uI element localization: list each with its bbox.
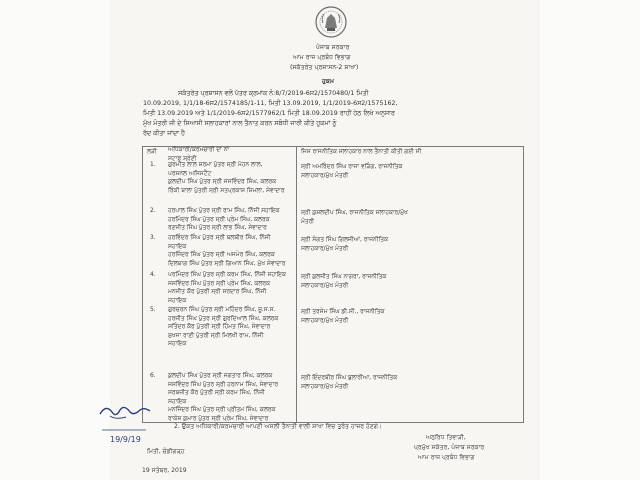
row-advisor-line: ਸ੍ਰੀ ਇੰਦਰਬੀਰ ਸਿੰਘ ਬੁਲਾਰੀਆ, ਰਾਜਨੀਤਿਕ [301, 375, 398, 381]
row-serial: 1. [150, 162, 156, 168]
header-branch: (ਸਕੱਤਰੇਤ ਪ੍ਰਸ਼ਾਸਨ-2 ਸ਼ਾਖਾ) [290, 64, 359, 71]
row-advisor-line: ਮੰਤਰੀ [301, 218, 315, 225]
row-serial: 2. [150, 208, 156, 214]
row-serial: 4. [150, 272, 156, 278]
row-official-line: ਰਾਕੇਸ਼ ਕੁਮਾਰ ਪੁੱਤਰ ਸ੍ਰੀ ਪ੍ਰੇਮ ਸਿੰਘ, ਸੇਵਾਦਾਰ [168, 416, 269, 422]
signatory-name: ਅਨੁਰਿਧ ਤਿਵਾੜੀ, [426, 434, 466, 441]
issue-date: 19 ਸਤੰਬਰ, 2019 [142, 467, 187, 474]
row-official-line: ਸਹਾਇਕ [168, 341, 187, 348]
row-serial: 5. [150, 307, 156, 313]
table-column-divider [296, 146, 297, 423]
row-advisor-line: ਸ੍ਰੀ ਕੁਲਜੀਤ ਸਿੰਘ ਨਾਗਰਾ, ਰਾਜਨੀਤਿਕ [301, 274, 387, 280]
order-title: ਹੁਕਮ [322, 78, 335, 85]
row-official-line: ਹਰਵਿੰਦਰ ਸਿੰਘ ਪੁੱਤਰ ਸ੍ਰੀ ਬਲਬੀਰ ਸਿੰਘ, ਨਿੱਜੀ [168, 235, 271, 241]
row-official-line: ਕੁਲਦੀਪ ਸਿੰਘ ਪੁੱਤਰ ਸ੍ਰੀ ਜਸਵਿੰਦਰ ਸਿੰਘ, ਕਲਰਕ [168, 179, 277, 186]
row-official-line: ਰਣਜੀਤ ਸਿੰਘ ਪੁੱਤਰ ਸ੍ਰੀ ਲਾਭ ਸਿੰਘ, ਸੇਵਾਦਾਰ [168, 225, 267, 232]
row-official-line: ਗੁਰਮੀਤ ਲਾਲ ਸ਼ਰਮਾ ਪੁੱਤਰ ਸ੍ਰੀ ਮੋਹਨ ਲਾਲ, [168, 162, 263, 168]
row-official-line: ਦਿਲਬਾਗ ਸਿੰਘ ਪੁੱਤਰ ਸ੍ਰੀ ਗਿਆਨ ਸਿੰਘ, ਮੁੱਖ ਸੇਵਾਦਾਰ [168, 260, 286, 267]
state-emblem-icon [313, 4, 349, 40]
signatory-title: ਪ੍ਰਮੁੱਖ ਸਕੱਤਰ, ਪੰਜਾਬ ਸਰਕਾਰ [414, 444, 485, 451]
col-official-header: ਅਧਿਕਾਰੀ/ਕਰਮਚਾਰੀ ਦਾ ਨਾਂ [168, 147, 230, 153]
row-official-line: ਮਨਜਿੰਦਰ ਸਿੰਘ ਪੁੱਤਰ ਸ੍ਰੀ ਪ੍ਰੀਤਮ ਸਿੰਘ, ਕਲਰਕ [168, 407, 276, 414]
row-official-line: ਜਸਵਿੰਦਰ ਸਿੰਘ ਪੁੱਤਰ ਸ੍ਰੀ ਪ੍ਰੇਮ ਸਿੰਘ, ਕਲਰਕ [168, 280, 270, 287]
handwritten-date: 19/9/19 [110, 435, 141, 444]
row-official-line: ਜਸਵਿੰਦਰ ਸਿੰਘ ਪੁੱਤਰ ਸ੍ਰੀ ਹਰਨਾਮ ਸਿੰਘ, ਸੇਵਾਦਾਰ [168, 381, 279, 388]
row-official-line: ਸਹਾਇਕ [168, 398, 187, 405]
row-official-line: ਸਰਬਜੀਤ ਕੌਰ ਪੁੱਤਰੀ ਸ੍ਰੀ ਕਰਮ ਸਿੰਘ, ਨਿੱਜੀ [168, 390, 265, 397]
reference-line-4: ਮੁੱਖ ਮੰਤਰੀ ਜੀ ਦੇ ਸਿਆਸੀ ਸਲਾਹਕਾਰਾਂ ਨਾਲ ਤੈਨਾਤ ਕਰਨ ਸਬੰਧੀ ਜਾਰੀ ਕੀਤੇ ਹੁਕਮਾਂ ਨੂੰ [143, 120, 337, 127]
row-official-line: ਰਿੰਕੀ ਬਾਲਾ ਪੁੱਤਰੀ ਸ੍ਰੀ ਸਤਪ੍ਰਕਾਸ਼ ਸ਼ਿਮਲਾ, ਸੇਵਾਦਾਰ [168, 187, 285, 194]
row-official-line: ਪਰਮਿੰਦਰ ਸਿੰਘ ਪੁੱਤਰ ਸ੍ਰੀ ਕਰਮ ਸਿੰਘ, ਨਿੱਜੀ ਸਹਾਇਕ [168, 272, 286, 278]
header-department: ਆਮ ਰਾਜ ਪ੍ਰਬੰਧ ਵਿਭਾਗ [293, 54, 351, 61]
reference-line-2: 10.09.2019, 1/1/18-6ਸ2/1574185/1-11, ਮਿਤੀ 13.09.2019, 1/1/2019-6ਸ2/1575162, [143, 100, 398, 107]
reference-line-1: ਸਕੱਤਰੇਤ ਪ੍ਰਸ਼ਾਸਨ ਵਲੋਂ ਪੱਤਰ ਕ੍ਰਮਾਂਕ ਨੰ:8/7/2019-6ਸ2/1570480/1 ਮਿਤੀ [178, 90, 369, 97]
signatory-department: ਆਮ ਰਾਜ ਪ੍ਰਬੰਧ ਵਿਭਾਗ [418, 454, 475, 461]
row-serial: 6. [150, 373, 156, 379]
col-official-subheader: ਸਟਾਫ਼ ਸ਼੍ਰੇਣੀ [168, 156, 197, 162]
row-official-line: ਕੁਲਦੀਪ ਸਿੰਘ ਪੁੱਤਰ ਸ੍ਰੀ ਜਗਤਾਰ ਸਿੰਘ, ਕਲਰਕ [168, 373, 273, 379]
row-official-line: ਸਤਿੰਦਰ ਕੌਰ ਪੁੱਤਰੀ ਸ੍ਰੀ ਹਿੰਮਤ ਸਿੰਘ, ਸੇਵਾਦਾਰ [168, 324, 271, 331]
row-official-line: ਗੁਰਚਰਨ ਸਿੰਘ ਪੁੱਤਰ ਸ੍ਰੀ ਮਹਿੰਦਰ ਸਿੰਘ, ਜੂ.ਸ.ਸ. [168, 307, 276, 313]
row-advisor-line: ਸ੍ਰੀ ਅਮਰਿੰਦਰ ਸਿੰਘ ਰਾਜਾ ਵੜਿੰਗ, ਰਾਜਨੀਤਿਕ [301, 164, 403, 170]
row-official-line: ਹਰਪਾਲ ਸਿੰਘ ਪੁੱਤਰ ਸ੍ਰੀ ਰਾਮ ਸਿੰਘ, ਨਿੱਜੀ ਸਹਾਇਕ [168, 208, 280, 214]
row-official-line: ਸਹਾਇਕ [168, 243, 187, 250]
row-official-line: ਮਨਜੀਤ ਕੌਰ ਪੁੱਤਰੀ ਸ੍ਰੀ ਸਰਦਾਰ ਸਿੰਘ, ਨਿੱਜੀ [168, 289, 267, 296]
row-advisor-line: ਸ੍ਰੀ ਕੁਸ਼ਲਦੀਪ ਸਿੰਘ, ਰਾਜਨੀਤਿਕ ਸਲਾਹਕਾਰ/ਮੁੱਖ [301, 210, 408, 216]
row-advisor-line: ਸਲਾਹਕਾਰ/ਮੁੱਖ ਮੰਤਰੀ [301, 282, 349, 289]
row-official-line: ਹਰਜਿੰਦਰ ਸਿੰਘ ਪੁੱਤਰ ਸ੍ਰੀ ਅਜਮੇਰ ਸਿੰਘ, ਕਲਰਕ [168, 252, 275, 259]
reference-line-3: ਮਿਤੀ 13.09.2019 ਅਤੇ 1/1/2019-6ਸ2/1577962/1 ਮਿਤੀ 18.09.2019 ਰਾਹੀਂ ਹੇਠ ਲਿਖੇ ਅਨੁਸਾਰ [143, 110, 395, 117]
row-official-line: ਹਰਮਿੰਦਰ ਸਿੰਘ ਪੁੱਤਰ ਸ੍ਰੀ ਪ੍ਰੇਮ ਸਿੰਘ, ਕਲਰਕ [168, 216, 270, 223]
footer-note: 2. ਉਕਤ ਅਧਿਕਾਰੀ/ਕਰਮਚਾਰੀ ਆਪਣੀ ਅਸਲੀ ਤੈਨਾਤੀ ਵਾਲੀ ਸ਼ਾਖਾ ਵਿਚ ਤੁਰੰਤ ਹਾਜ਼ਰ ਹੋਣਗੇ। [174, 423, 383, 430]
row-official-line: ਸੁਖਜਾ ਰਾਣੀ ਪੁੱਤਰੀ ਸ੍ਰੀ ਮਿਲਖੀ ਰਾਮ, ਨਿੱਜੀ [168, 332, 264, 339]
row-advisor-line: ਸਲਾਹਕਾਰ/ਮੁੱਖ ਮੰਤਰੀ [301, 383, 349, 390]
row-official-line: ਪਰਸਨਲ ਅਸਿਸਟੈਂਟ [168, 170, 212, 177]
reference-line-5: ਰੱਦ ਕੀਤਾ ਜਾਂਦਾ ਹੈ [143, 130, 185, 137]
row-serial: 3. [150, 235, 156, 241]
row-official-line: ਹਰਜੀਤ ਸਿੰਘ ਪੁੱਤਰ ਸ੍ਰੀ ਗੁਰਦਿਆਲ ਸਿੰਘ, ਕਲਰਕ [168, 315, 279, 322]
header-government: ਪੰਜਾਬ ਸਰਕਾਰ [316, 44, 350, 51]
handwritten-signature [96, 402, 154, 444]
row-official-line: ਸਹਾਇਕ [168, 297, 187, 304]
col-serial-header: ਲੜੀ [147, 149, 157, 155]
row-advisor-line: ਸਲਾਹਕਾਰ/ਮੁੱਖ ਮੰਤਰੀ [301, 245, 349, 252]
row-advisor-line: ਸਲਾਹਕਾਰ/ਮੁੱਖ ਮੰਤਰੀ [301, 317, 349, 324]
issue-place: ਮਿਤੀ, ਚੰਡੀਗੜ੍ਹ [147, 448, 185, 455]
row-advisor-line: ਸ੍ਰੀ ਤਰਸੇਮ ਸਿੰਘ ਡੀ.ਸੀ., ਰਾਜਨੀਤਿਕ [301, 309, 385, 315]
row-advisor-line: ਸਲਾਹਕਾਰ/ਮੁੱਖ ਮੰਤਰੀ [301, 172, 349, 179]
col-advisor-header: ਜਿਸ ਰਾਜਨੀਤਿਕ ਸਲਾਹਕਾਰ ਨਾਲ ਤੈਨਾਤੀ ਕੀਤੀ ਗਈ ਸੀ [301, 149, 422, 155]
row-advisor-line: ਸ੍ਰੀ ਸੰਗਤ ਸਿੰਘ ਗਿਲਜੀਆਂ, ਰਾਜਨੀਤਿਕ [301, 237, 389, 243]
